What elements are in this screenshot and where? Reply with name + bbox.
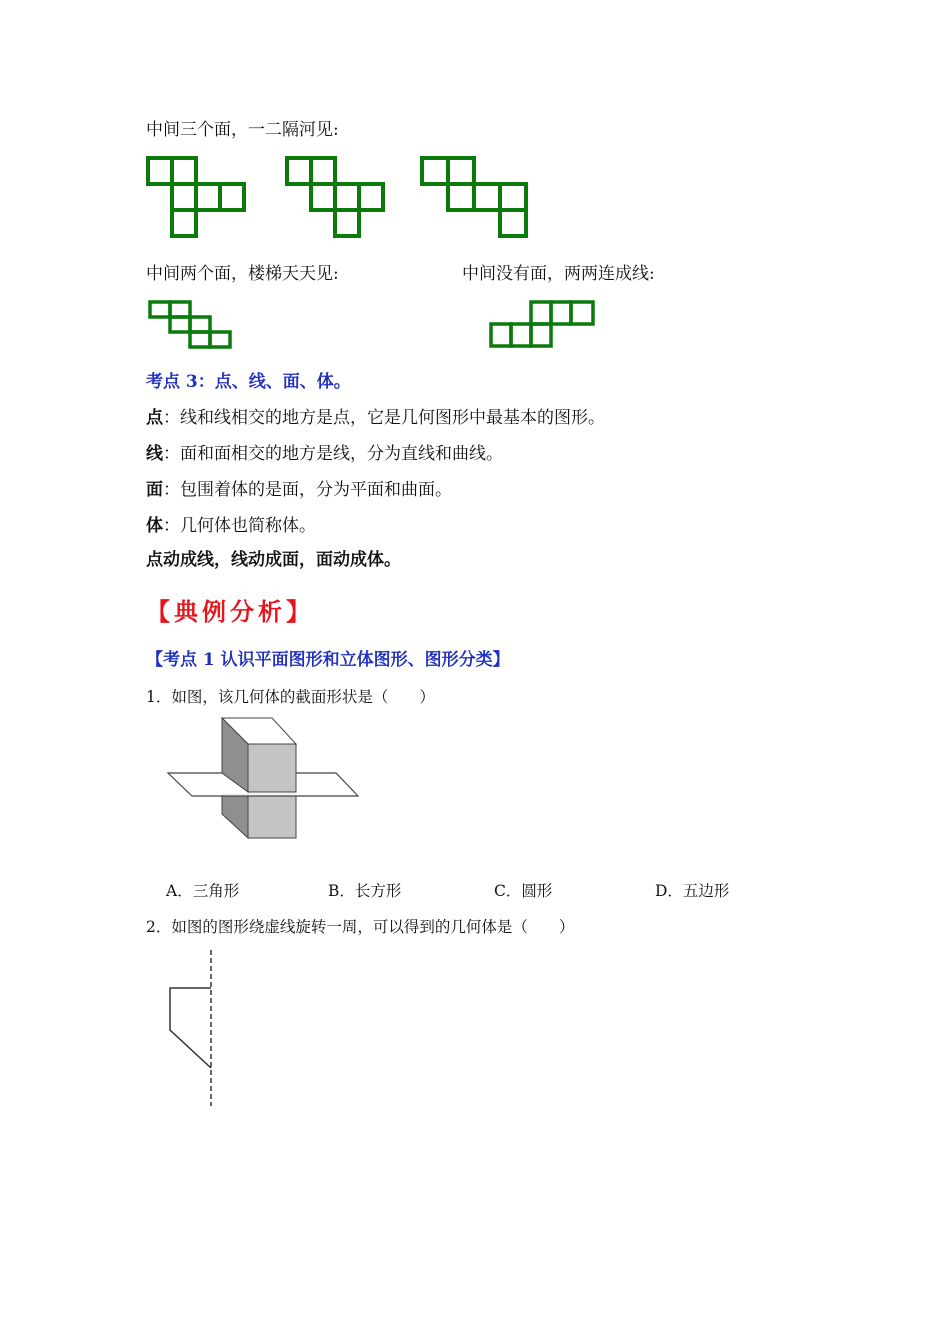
definition-point-text: ：线和线相交的地方是点，它是几何图形中最基本的图形。 <box>163 408 605 428</box>
definition-line-term: 线 <box>146 444 163 464</box>
definition-line-text: ：面和面相交的地方是线，分为直线和曲线。 <box>163 444 503 464</box>
cube-net-1 <box>146 156 246 240</box>
definition-face-text: ：包围着体的是面，分为平面和曲面。 <box>163 480 452 500</box>
question-2-text: 2．如图的图形绕虚线旋转一周，可以得到的几何体是（ ） <box>146 918 575 936</box>
definition-face <box>146 480 452 500</box>
definition-line <box>146 444 503 464</box>
definition-face-term: 面 <box>146 480 163 500</box>
net-caption-2: 中间两个面，楼梯天天见: <box>146 264 339 284</box>
cube-net-2 <box>285 156 387 240</box>
definition-solid <box>146 516 316 536</box>
cube-net-3 <box>420 156 534 242</box>
cube-net-4 <box>148 300 234 352</box>
section-heading-topic1: 【考点 1 认识平面图形和立体图形、图形分类】 <box>146 650 510 670</box>
example-analysis-banner: 【典例分析】 <box>146 597 314 626</box>
question-1-figure <box>166 716 362 842</box>
net-caption-3: 中间没有面，两两连成线: <box>462 264 655 284</box>
question-1-text: 1．如图，该几何体的截面形状是（ ） <box>146 688 435 706</box>
definition-solid-text: ：几何体也简称体。 <box>163 516 316 536</box>
option-c[interactable]: C．圆形 <box>494 882 553 900</box>
definition-point-term: 点 <box>146 408 163 428</box>
option-d[interactable]: D．五边形 <box>655 882 730 900</box>
definition-point <box>146 408 605 428</box>
definition-solid-term: 体 <box>146 516 163 536</box>
net-caption-1: 中间三个面，一二隔河见: <box>146 120 339 140</box>
topic3-heading: 考点 3：点、线、面、体。 <box>146 372 351 392</box>
question-2-figure <box>164 948 220 1108</box>
summary-line: 点动成线，线动成面，面动成体。 <box>146 550 401 570</box>
option-a[interactable]: A．三角形 <box>166 882 240 900</box>
cube-net-5 <box>489 300 599 348</box>
option-b[interactable]: B．长方形 <box>328 882 402 900</box>
